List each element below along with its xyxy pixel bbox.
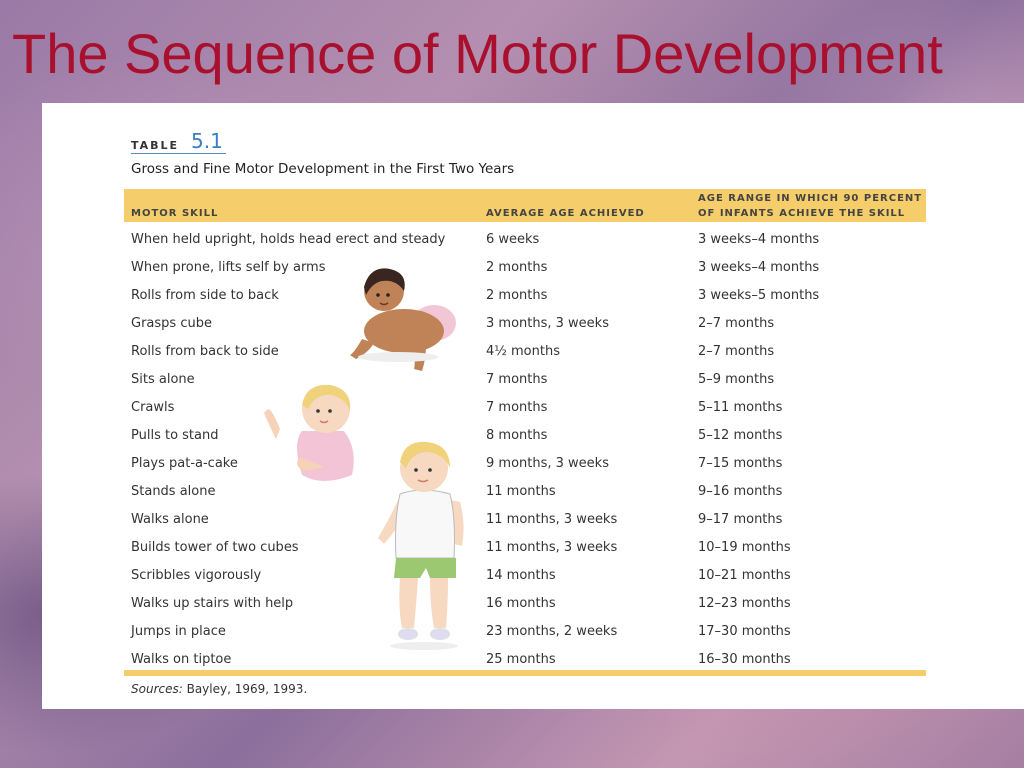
age-range-cell: 2–7 months	[698, 344, 775, 359]
slide-title: The Sequence of Motor Development	[12, 22, 943, 85]
skill-cell: Grasps cube	[131, 316, 212, 331]
average-age-cell: 7 months	[486, 372, 548, 387]
table-row	[131, 562, 926, 590]
table-row	[131, 226, 926, 254]
table-row	[131, 394, 926, 422]
table-footer-rule	[124, 670, 926, 676]
skill-cell: Walks alone	[131, 512, 209, 527]
skill-cell: Plays pat-a-cake	[131, 456, 238, 471]
age-range-cell: 16–30 months	[698, 652, 791, 667]
header-average-age: AVERAGE AGE ACHIEVED	[486, 208, 645, 219]
sitting-baby-illustration	[262, 379, 362, 491]
average-age-cell: 2 months	[486, 288, 548, 303]
age-range-cell: 9–16 months	[698, 484, 783, 499]
age-range-cell: 7–15 months	[698, 456, 783, 471]
age-range-cell: 17–30 months	[698, 624, 791, 639]
table-label-number: 5.1	[191, 129, 223, 153]
table-row	[131, 366, 926, 394]
average-age-cell: 3 months, 3 weeks	[486, 316, 609, 331]
age-range-cell: 5–11 months	[698, 400, 783, 415]
average-age-cell: 6 weeks	[486, 232, 540, 247]
skill-cell: Jumps in place	[131, 624, 226, 639]
average-age-cell: 14 months	[486, 568, 556, 583]
header-age-range: AGE RANGE IN WHICH 90 PERCENT OF INFANTS ACHIEVE THE SKILL	[698, 193, 923, 219]
age-range-cell: 3 weeks–4 months	[698, 260, 820, 275]
age-range-cell: 5–9 months	[698, 372, 775, 387]
table-label	[131, 129, 226, 154]
skill-cell: Walks up stairs with help	[131, 596, 294, 611]
table-row	[131, 534, 926, 562]
table-label-word: TABLE	[131, 139, 180, 152]
table-row	[131, 478, 926, 506]
average-age-cell: 23 months, 2 weeks	[486, 624, 618, 639]
age-range-cell: 10–21 months	[698, 568, 791, 583]
skill-cell: Pulls to stand	[131, 428, 219, 443]
average-age-cell: 11 months	[486, 484, 556, 499]
header-motor-skill: MOTOR SKILL	[131, 208, 219, 219]
skill-cell: Rolls from back to side	[131, 344, 279, 359]
table-row	[131, 590, 926, 618]
age-range-cell: 9–17 months	[698, 512, 783, 527]
table-sources	[131, 682, 307, 696]
table-row	[131, 338, 926, 366]
table-row	[131, 618, 926, 646]
age-range-cell: 3 weeks–5 months	[698, 288, 820, 303]
skill-cell: Builds tower of two cubes	[131, 540, 299, 555]
age-range-cell: 3 weeks–4 months	[698, 232, 820, 247]
standing-toddler-illustration	[372, 438, 476, 658]
average-age-cell: 11 months, 3 weeks	[486, 512, 618, 527]
average-age-cell: 9 months, 3 weeks	[486, 456, 609, 471]
skill-cell: Crawls	[131, 400, 175, 415]
average-age-cell: 8 months	[486, 428, 548, 443]
table-header	[124, 189, 926, 222]
average-age-cell: 25 months	[486, 652, 556, 667]
table-caption: Gross and Fine Motor Development in the First Two Years	[131, 161, 515, 177]
average-age-cell: 4½ months	[486, 344, 560, 359]
table-row	[131, 422, 926, 450]
average-age-cell: 16 months	[486, 596, 556, 611]
skill-cell: When held upright, holds head erect and steady	[131, 232, 446, 247]
crawling-baby-illustration	[342, 261, 462, 379]
skill-cell: Walks on tiptoe	[131, 652, 232, 667]
age-range-cell: 12–23 months	[698, 596, 791, 611]
skill-cell: Scribbles vigorously	[131, 568, 262, 583]
skill-cell: When prone, lifts self by arms	[131, 260, 326, 275]
table-body	[131, 226, 926, 674]
skill-cell: Rolls from side to back	[131, 288, 279, 303]
table-row	[131, 254, 926, 282]
skill-cell: Sits alone	[131, 372, 195, 387]
table-row	[131, 450, 926, 478]
sources-text: Bayley, 1969, 1993.	[182, 682, 308, 696]
table-row	[131, 282, 926, 310]
table-panel	[42, 103, 1024, 709]
skill-cell: Stands alone	[131, 484, 216, 499]
sources-label: Sources:	[131, 682, 183, 696]
average-age-cell: 2 months	[486, 260, 548, 275]
table-row	[131, 310, 926, 338]
age-range-cell: 5–12 months	[698, 428, 783, 443]
average-age-cell: 7 months	[486, 400, 548, 415]
age-range-cell: 2–7 months	[698, 316, 775, 331]
table-row	[131, 506, 926, 534]
age-range-cell: 10–19 months	[698, 540, 791, 555]
average-age-cell: 11 months, 3 weeks	[486, 540, 618, 555]
